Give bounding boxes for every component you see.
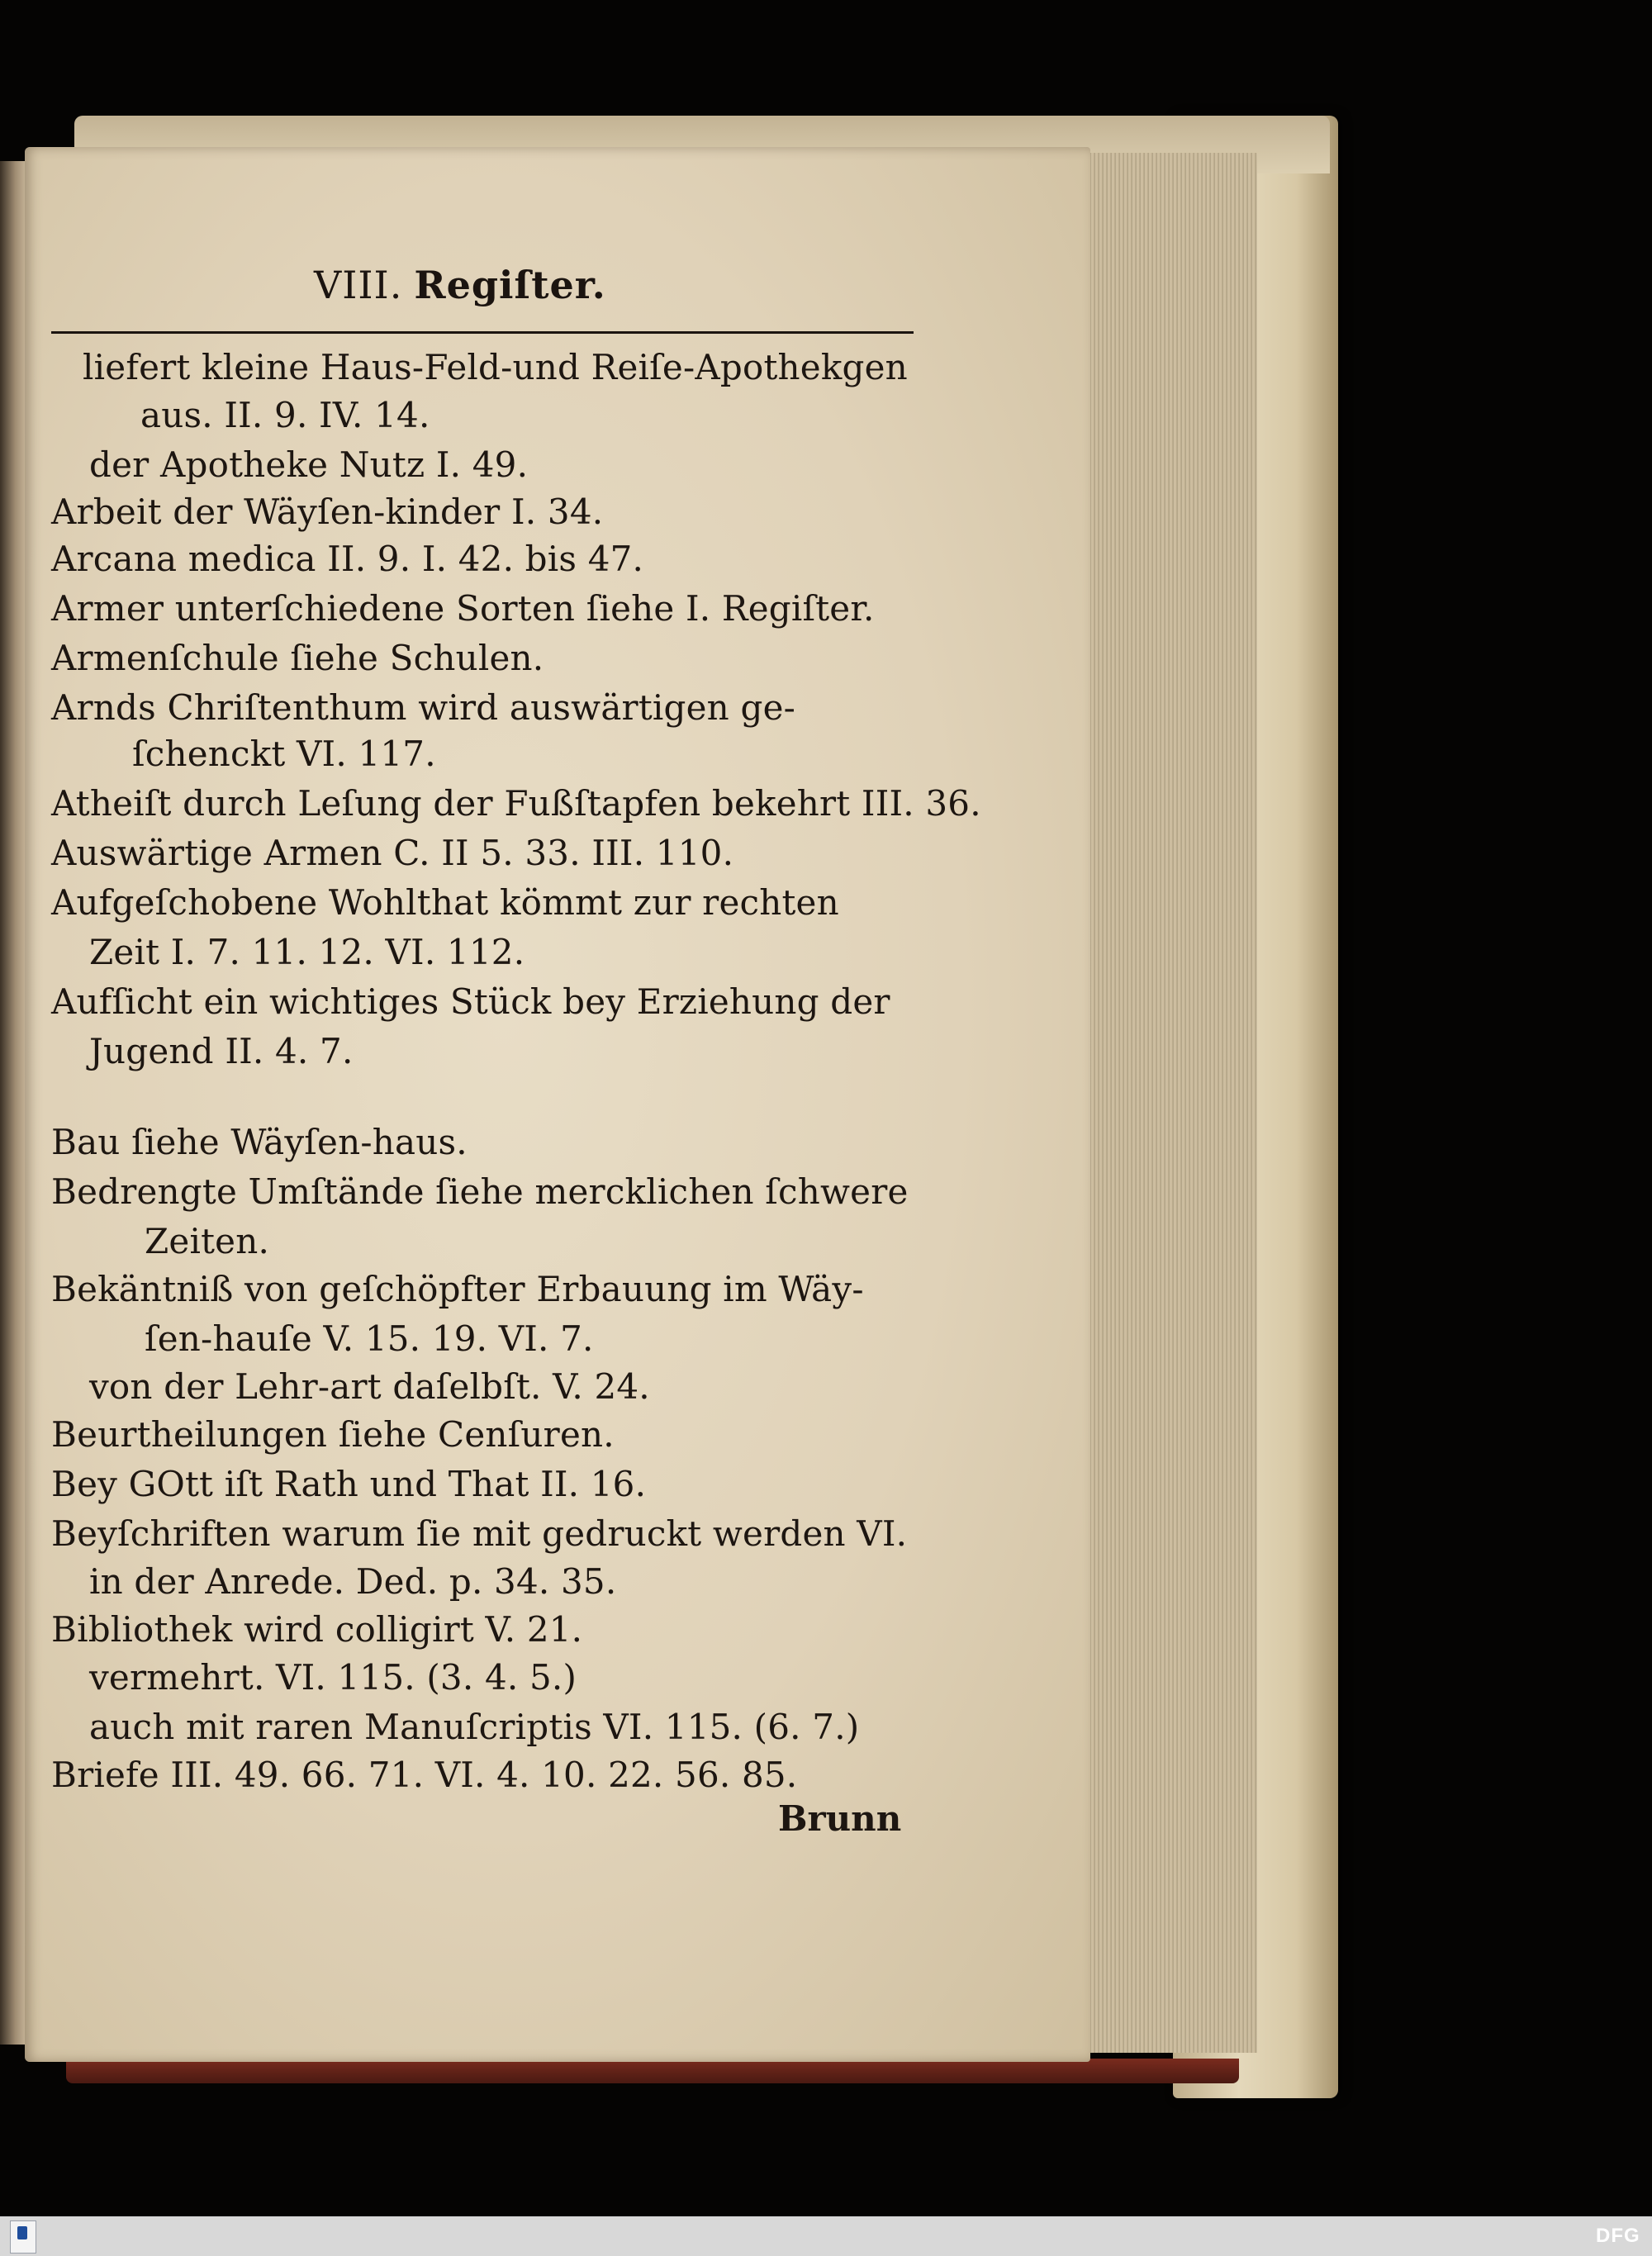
- index-line: Beurtheilungen ſiehe Cenſuren.: [51, 1414, 615, 1455]
- index-line: ſchenckt VI. 117.: [132, 734, 436, 774]
- index-line: liefert kleine Haus-Feld-und Reiſe-Apothekgen: [83, 347, 908, 387]
- index-line: Armenſchule ſiehe Schulen.: [51, 638, 544, 678]
- index-line: von der Lehr-art daſelbſt. V. 24.: [89, 1366, 650, 1407]
- index-line: Zeiten.: [145, 1221, 270, 1261]
- index-line: Aufſicht ein wichtiges Stück bey Erziehung der: [51, 981, 890, 1022]
- index-line: Bey GOtt iſt Rath und That II. 16.: [51, 1464, 647, 1504]
- index-line: Arcana medica II. 9. I. 42. bis 47.: [51, 539, 644, 579]
- library-logo-icon: [10, 2220, 36, 2254]
- index-line: Zeit I. 7. 11. 12. VI. 112.: [89, 932, 525, 972]
- index-line: Armer unterſchiedene Sorten ſiehe I. Regiſter.: [51, 588, 875, 629]
- index-line: Briefe III. 49. 66. 71. VI. 4. 10. 22. 56. 85.: [51, 1755, 798, 1795]
- index-line: Aufgeſchobene Wohlthat kömmt zur rechten: [51, 882, 839, 923]
- footer-bar: [0, 2216, 1652, 2256]
- page-number: VIII.: [314, 263, 403, 307]
- index-line: ſen-hauſe V. 15. 19. VI. 7.: [145, 1318, 594, 1359]
- index-line: Auswärtige Armen C. II 5. 33. III. 110.: [51, 833, 734, 873]
- index-line: Arbeit der Wäyſen-kinder I. 34.: [51, 492, 604, 532]
- index-line: Atheiſt durch Leſung der Fußſtapfen bekehrt III. 36.: [51, 783, 981, 824]
- index-line: auch mit raren Manuſcriptis VI. 115. (6. 7.): [89, 1707, 860, 1747]
- page-edges: [1074, 153, 1257, 2053]
- dfg-logo: DFG: [1596, 2225, 1640, 2247]
- header-rule: [51, 331, 914, 334]
- page-title: Regiſter.: [414, 263, 606, 307]
- bottom-edge: [66, 2059, 1239, 2083]
- catchword: Brunn: [778, 1798, 902, 1839]
- index-line: Jugend II. 4. 7.: [89, 1031, 354, 1071]
- facing-page-edge: [0, 161, 28, 2045]
- index-line: in der Anrede. Ded. p. 34. 35.: [89, 1561, 617, 1602]
- index-line: vermehrt. VI. 115. (3. 4. 5.): [89, 1657, 577, 1698]
- index-line: Bau ſiehe Wäyſen-haus.: [51, 1122, 468, 1162]
- running-head: [314, 263, 606, 307]
- index-line: Bibliothek wird colligirt V. 21.: [51, 1609, 583, 1650]
- index-line: aus. II. 9. IV. 14.: [140, 395, 430, 435]
- index-line: der Apotheke Nutz I. 49.: [89, 444, 529, 485]
- index-line: Beyſchriften warum ſie mit gedruckt werden VI.: [51, 1513, 908, 1554]
- index-line: Bekäntniß von geſchöpfter Erbauung im Wäy-: [51, 1269, 864, 1309]
- index-line: Arnds Chriſtenthum wird auswärtigen ge-: [51, 687, 796, 728]
- index-line: Bedrengte Umſtände ſiehe mercklichen ſchwere: [51, 1171, 909, 1212]
